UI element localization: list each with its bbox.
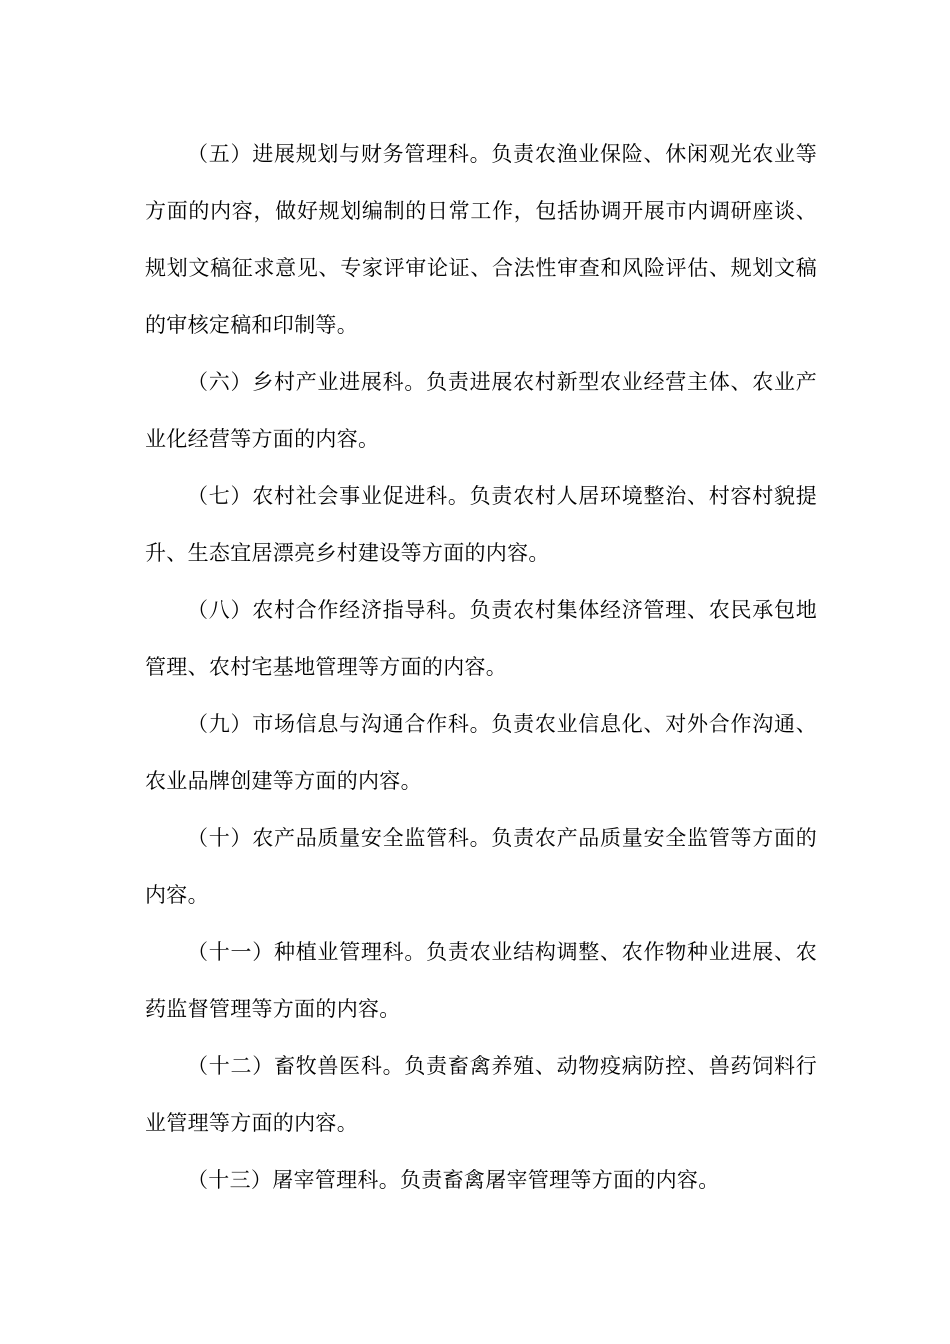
- paragraph-planning-finance: （五）进展规划与财务管理科。负责农渔业保险、休闲观光农业等方面的内容，做好规划编制的日常工作，包括协调开展市内调研座谈、规划文稿征求意见、专家评审论证、合法性审查和风险评估、规划文稿的审核定稿和印制等。: [145, 142, 817, 337]
- paragraph-rural-industry: （六）乡村产业进展科。负责进展农村新型农业经营主体、农业产业化经营等方面的内容。: [145, 370, 817, 451]
- paragraph-rural-cooperative-economy: （八）农村合作经济指导科。负责农村集体经济管理、农民承包地管理、农村宅基地管理等方面的内容。: [145, 598, 817, 679]
- paragraph-market-information: （九）市场信息与沟通合作科。负责农业信息化、对外合作沟通、农业品牌创建等方面的内容。: [145, 712, 817, 793]
- paragraph-animal-husbandry: （十二）畜牧兽医科。负责畜禽养殖、动物疫病防控、兽药饲料行业管理等方面的内容。: [145, 1054, 817, 1135]
- paragraph-crop-management: （十一）种植业管理科。负责农业结构调整、农作物种业进展、农药监督管理等方面的内容。: [145, 940, 817, 1021]
- paragraph-slaughter-management: （十三）屠宰管理科。负责畜禽屠宰管理等方面的内容。: [187, 1168, 720, 1192]
- document-body: [145, 126, 817, 1209]
- paragraph-rural-social-affairs: （七）农村社会事业促进科。负责农村人居环境整治、村容村貌提升、生态宜居漂亮乡村建设等方面的内容。: [145, 484, 817, 565]
- paragraph-product-quality-safety: （十）农产品质量安全监管科。负责农产品质量安全监管等方面的内容。: [145, 826, 817, 907]
